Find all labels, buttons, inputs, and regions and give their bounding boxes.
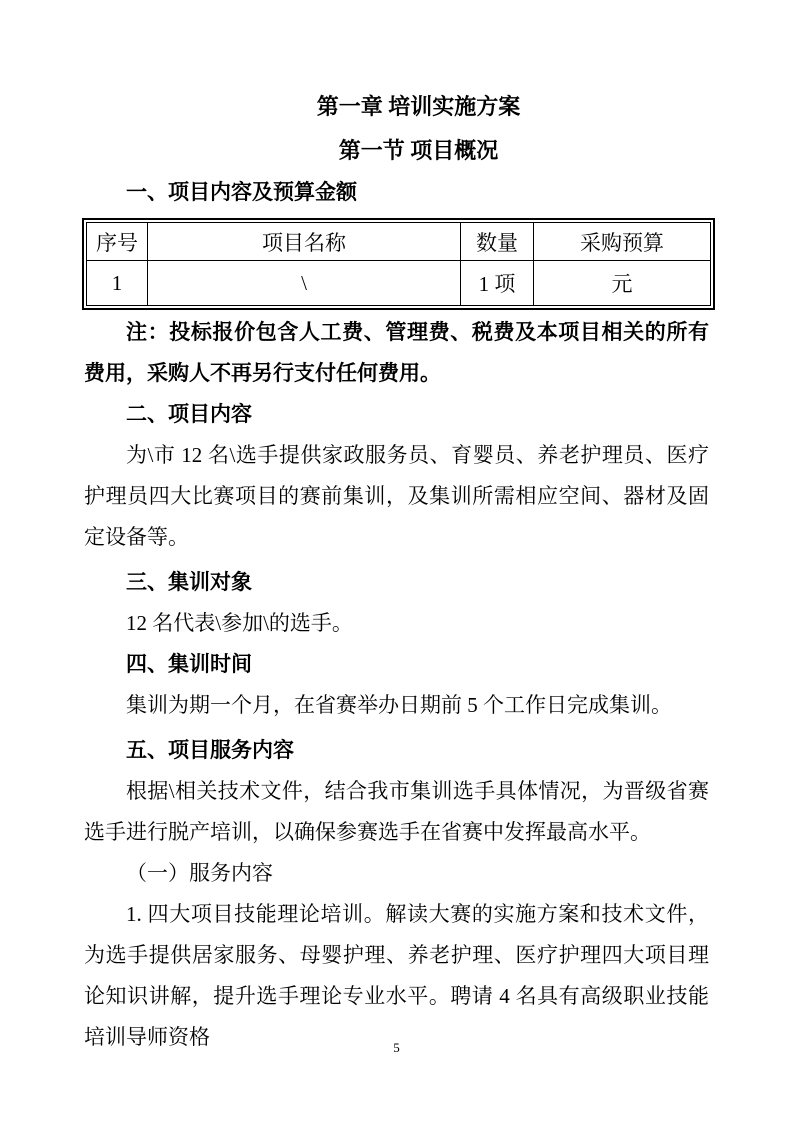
table-header-budget: 采购预算 <box>534 223 711 261</box>
cell-budget: 元 <box>534 261 711 306</box>
cell-index: 1 <box>87 261 148 306</box>
heading-training-time: 四、集训时间 <box>126 652 252 676</box>
budget-note: 注：投标报价包含人工费、管理费、税费及本项目相关的所有费用，采购人不再另行支付任何费用。 <box>84 320 709 385</box>
table-header-index: 序号 <box>87 223 148 261</box>
training-target-paragraph: 12 名代表\参加\的选手。 <box>126 611 353 635</box>
cell-quantity: 1 项 <box>461 261 534 306</box>
training-time-paragraph: 集训为期一个月，在省赛举办日期前 5 个工作日完成集训。 <box>126 693 672 717</box>
table-header-row <box>87 223 711 261</box>
chapter-title: 第一章 培训实施方案 <box>316 94 521 119</box>
heading-project-content: 二、项目内容 <box>126 402 252 426</box>
section-title: 第一节 项目概况 <box>338 138 499 163</box>
table-header-quantity: 数量 <box>461 223 534 261</box>
cell-project-name: \ <box>148 261 461 306</box>
table-row <box>87 261 711 306</box>
budget-table <box>82 218 715 310</box>
service-overview-paragraph: 根据\相关技术文件，结合我市集训选手具体情况，为晋级省赛选手进行脱产培训，以确保参赛选手在省赛中发挥最高水平。 <box>84 779 709 844</box>
page-content <box>0 94 793 1058</box>
heading-service-content: 五、项目服务内容 <box>126 738 294 762</box>
table-header-project-name: 项目名称 <box>148 223 461 261</box>
project-content-paragraph: 为\市 12 名\选手提供家政服务员、育婴员、养老护理员、医疗护理员四大比赛项目的赛前集训，及集训所需相应空间、器材及固定设备等。 <box>84 443 709 549</box>
sub-heading-service-content: （一）服务内容 <box>126 861 273 885</box>
heading-training-target: 三、集训对象 <box>126 570 252 594</box>
service-item-1-paragraph: 1. 四大项目技能理论培训。解读大赛的实施方案和技术文件，为选手提供居家服务、母婴护理、养老护理、医疗护理四大项目理论知识讲解，提升选手理论专业水平。聘请 4 名具有高级职业技能培训导师资格 <box>84 902 709 1049</box>
heading-budget: 一、项目内容及预算金额 <box>126 180 357 204</box>
page-number: 5 <box>393 1040 400 1055</box>
